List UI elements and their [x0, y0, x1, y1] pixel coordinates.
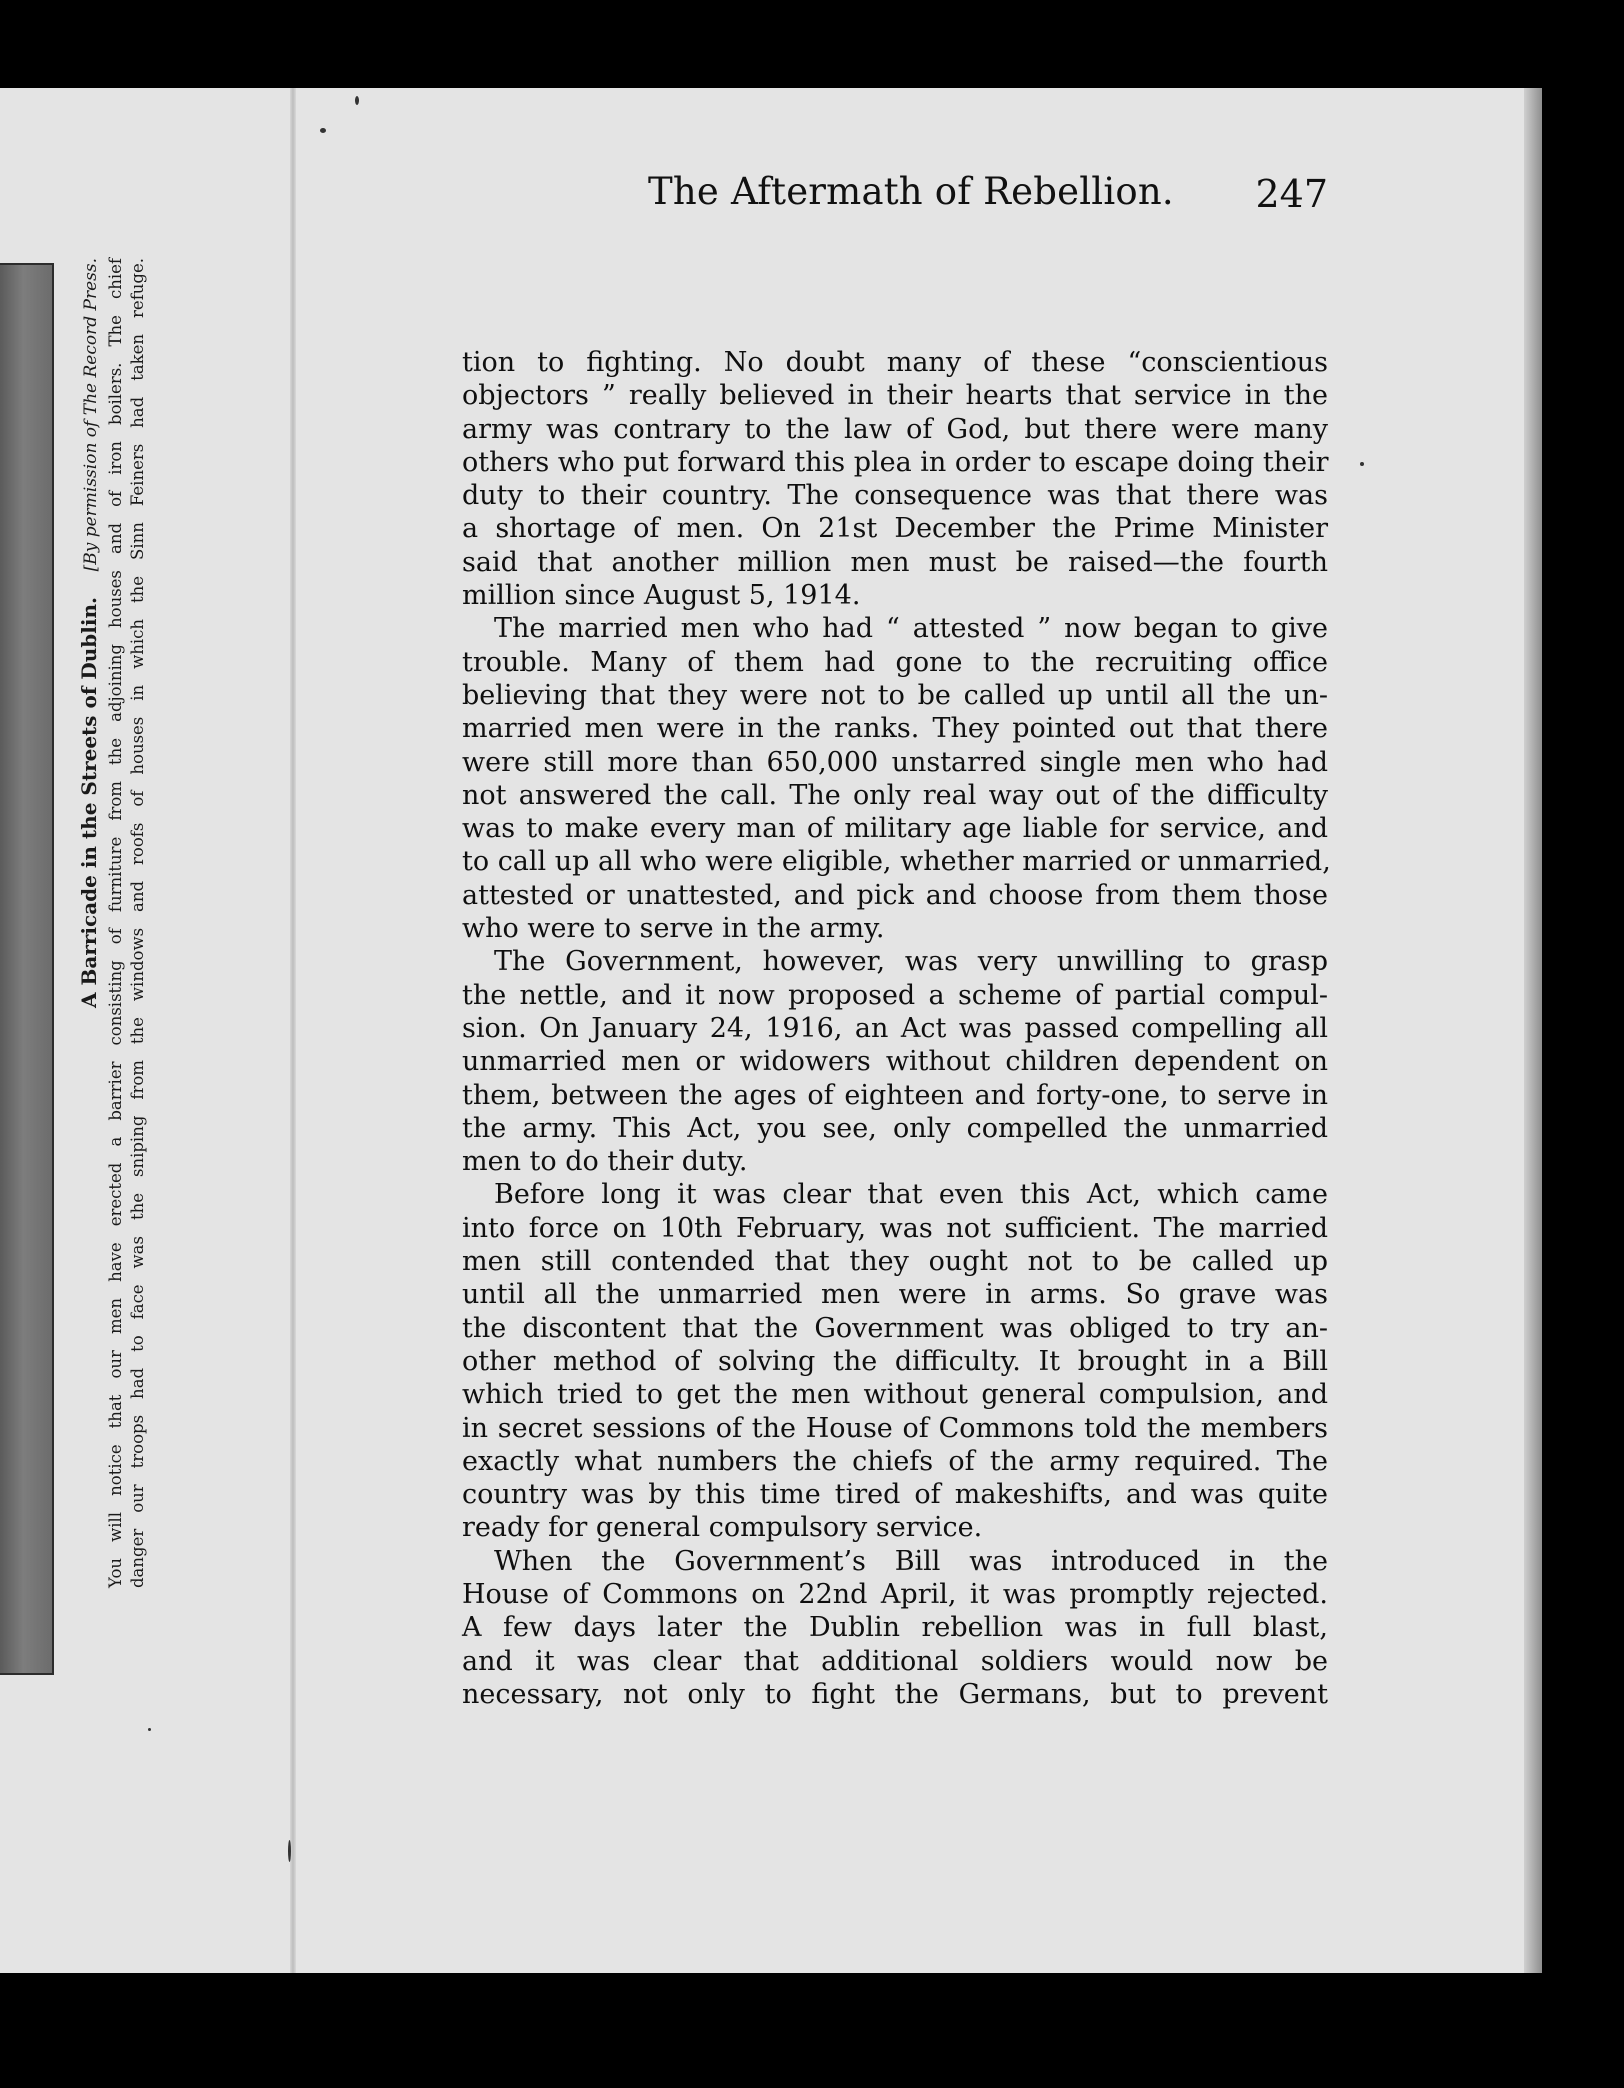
text-line: duty to their country. The consequence was that there was [462, 480, 1328, 512]
text-line: When the Government’s Bill was introduced in the [494, 1545, 1328, 1577]
paragraph [462, 346, 1328, 612]
text-line: the discontent that the Government was obliged to try an- [462, 1312, 1328, 1344]
running-head [462, 170, 1328, 230]
sheet-edge-shadow [1524, 88, 1542, 1973]
text-line: army was contrary to the law of God, but there were many [462, 413, 1328, 445]
text-line: million since August 5, 1914. [462, 580, 861, 612]
text-line: others who put forward this plea in order to escape doing their [462, 446, 1329, 478]
text-line: who were to serve in the army. [462, 913, 885, 945]
photo-caption [76, 258, 148, 1588]
caption-title: A Barricade in the Streets of Dublin. [77, 597, 101, 1008]
scan-speck [320, 128, 326, 133]
text-line: House of Commons on 22nd April, it was promptly rejected. [462, 1578, 1328, 1610]
text-line: which tried to get the men without general compulsion, and [462, 1379, 1328, 1411]
text-line: them, between the ages of eighteen and forty-one, to serve in [462, 1079, 1328, 1111]
text-line: a shortage of men. On 21st December the Prime Minister [462, 513, 1328, 545]
text-line: necessary, not only to fight the Germans, but to prevent [462, 1678, 1328, 1710]
text-line: A few days later the Dublin rebellion was in full blast, [462, 1612, 1328, 1644]
caption-text-line: You will notice that our men have erected a barrier consisting of furniture from the adjoining houses and of iron boilers. The chief [106, 258, 125, 1588]
text-line: trouble. Many of them had gone to the recruiting office [462, 646, 1328, 678]
caption-text-line: danger our troops had to face was the sniping from the windows and roofs of houses in which the Sinn Feiners had taken refuge. [128, 258, 147, 1588]
text-line: exactly what numbers the chiefs of the army required. The [462, 1445, 1328, 1477]
text-line: said that another million men must be raised—the fourth [462, 546, 1328, 578]
text-line: country was by this time tired of makeshifts, and was quite [462, 1479, 1328, 1511]
text-line: Before long it was clear that even this Act, which came [494, 1179, 1328, 1211]
text-line: married men were in the ranks. They pointed out that there [462, 713, 1328, 745]
scan-speck [288, 1840, 291, 1862]
paragraph [462, 1178, 1328, 1544]
page-number: 247 [1255, 172, 1328, 216]
text-line: and it was clear that additional soldiers would now be [462, 1645, 1328, 1677]
gutter-fold [290, 88, 296, 1973]
paragraph [462, 612, 1331, 945]
text-line: ready for general compulsory service. [462, 1512, 983, 1544]
text-line: into force on 10th February, was not sufficient. The married [462, 1212, 1328, 1244]
text-line: not answered the call. The only real way out of the difficulty [462, 779, 1328, 811]
text-line: The Government, however, was very unwilling to grasp [494, 946, 1328, 978]
paragraph [462, 945, 1328, 1178]
text-line: unmarried men or widowers without children dependent on [462, 1046, 1328, 1078]
text-line: until all the unmarried men were in arms. So grave was [462, 1279, 1328, 1311]
text-line: men still contended that they ought not to be called up [462, 1246, 1328, 1278]
text-line: in secret sessions of the House of Commons told the members [462, 1412, 1328, 1444]
text-line: objectors ” really believed in their hearts that service in the [462, 380, 1328, 412]
paragraph [462, 1545, 1328, 1711]
text-line: believing that they were not to be called up until all the un- [462, 679, 1328, 711]
text-line: were still more than 650,000 unstarred single men who had [462, 746, 1328, 778]
text-line: sion. On January 24, 1916, an Act was passed compelling all [462, 1012, 1328, 1044]
text-line: was to make every man of military age liable for service, and [462, 813, 1328, 845]
running-head-title: The Aftermath of Rebellion. [648, 170, 1174, 213]
inset-photograph [0, 263, 54, 1675]
text-line: the nettle, and it now proposed a scheme of partial compul- [462, 979, 1328, 1011]
scan-speck [355, 96, 359, 105]
text-line: men to do their duty. [462, 1146, 748, 1178]
text-line: to call up all who were eligible, whether married or unmarried, [462, 846, 1331, 878]
text-line: tion to fighting. No doubt many of these “conscientious [462, 347, 1328, 378]
text-line: the army. This Act, you see, only compelled the unmarried [462, 1112, 1328, 1144]
text-line: other method of solving the difficulty. It brought in a Bill [462, 1345, 1328, 1377]
text-line: The married men who had “ attested ” now began to give [494, 613, 1328, 645]
caption-credit: [By permission of The Record Press. [81, 258, 101, 572]
scan-speck [148, 1728, 151, 1731]
caption-header [76, 258, 104, 1588]
text-line: attested or unattested, and pick and choose from them those [462, 879, 1328, 911]
body-text [462, 346, 1331, 1711]
scan-speck [1360, 462, 1364, 466]
